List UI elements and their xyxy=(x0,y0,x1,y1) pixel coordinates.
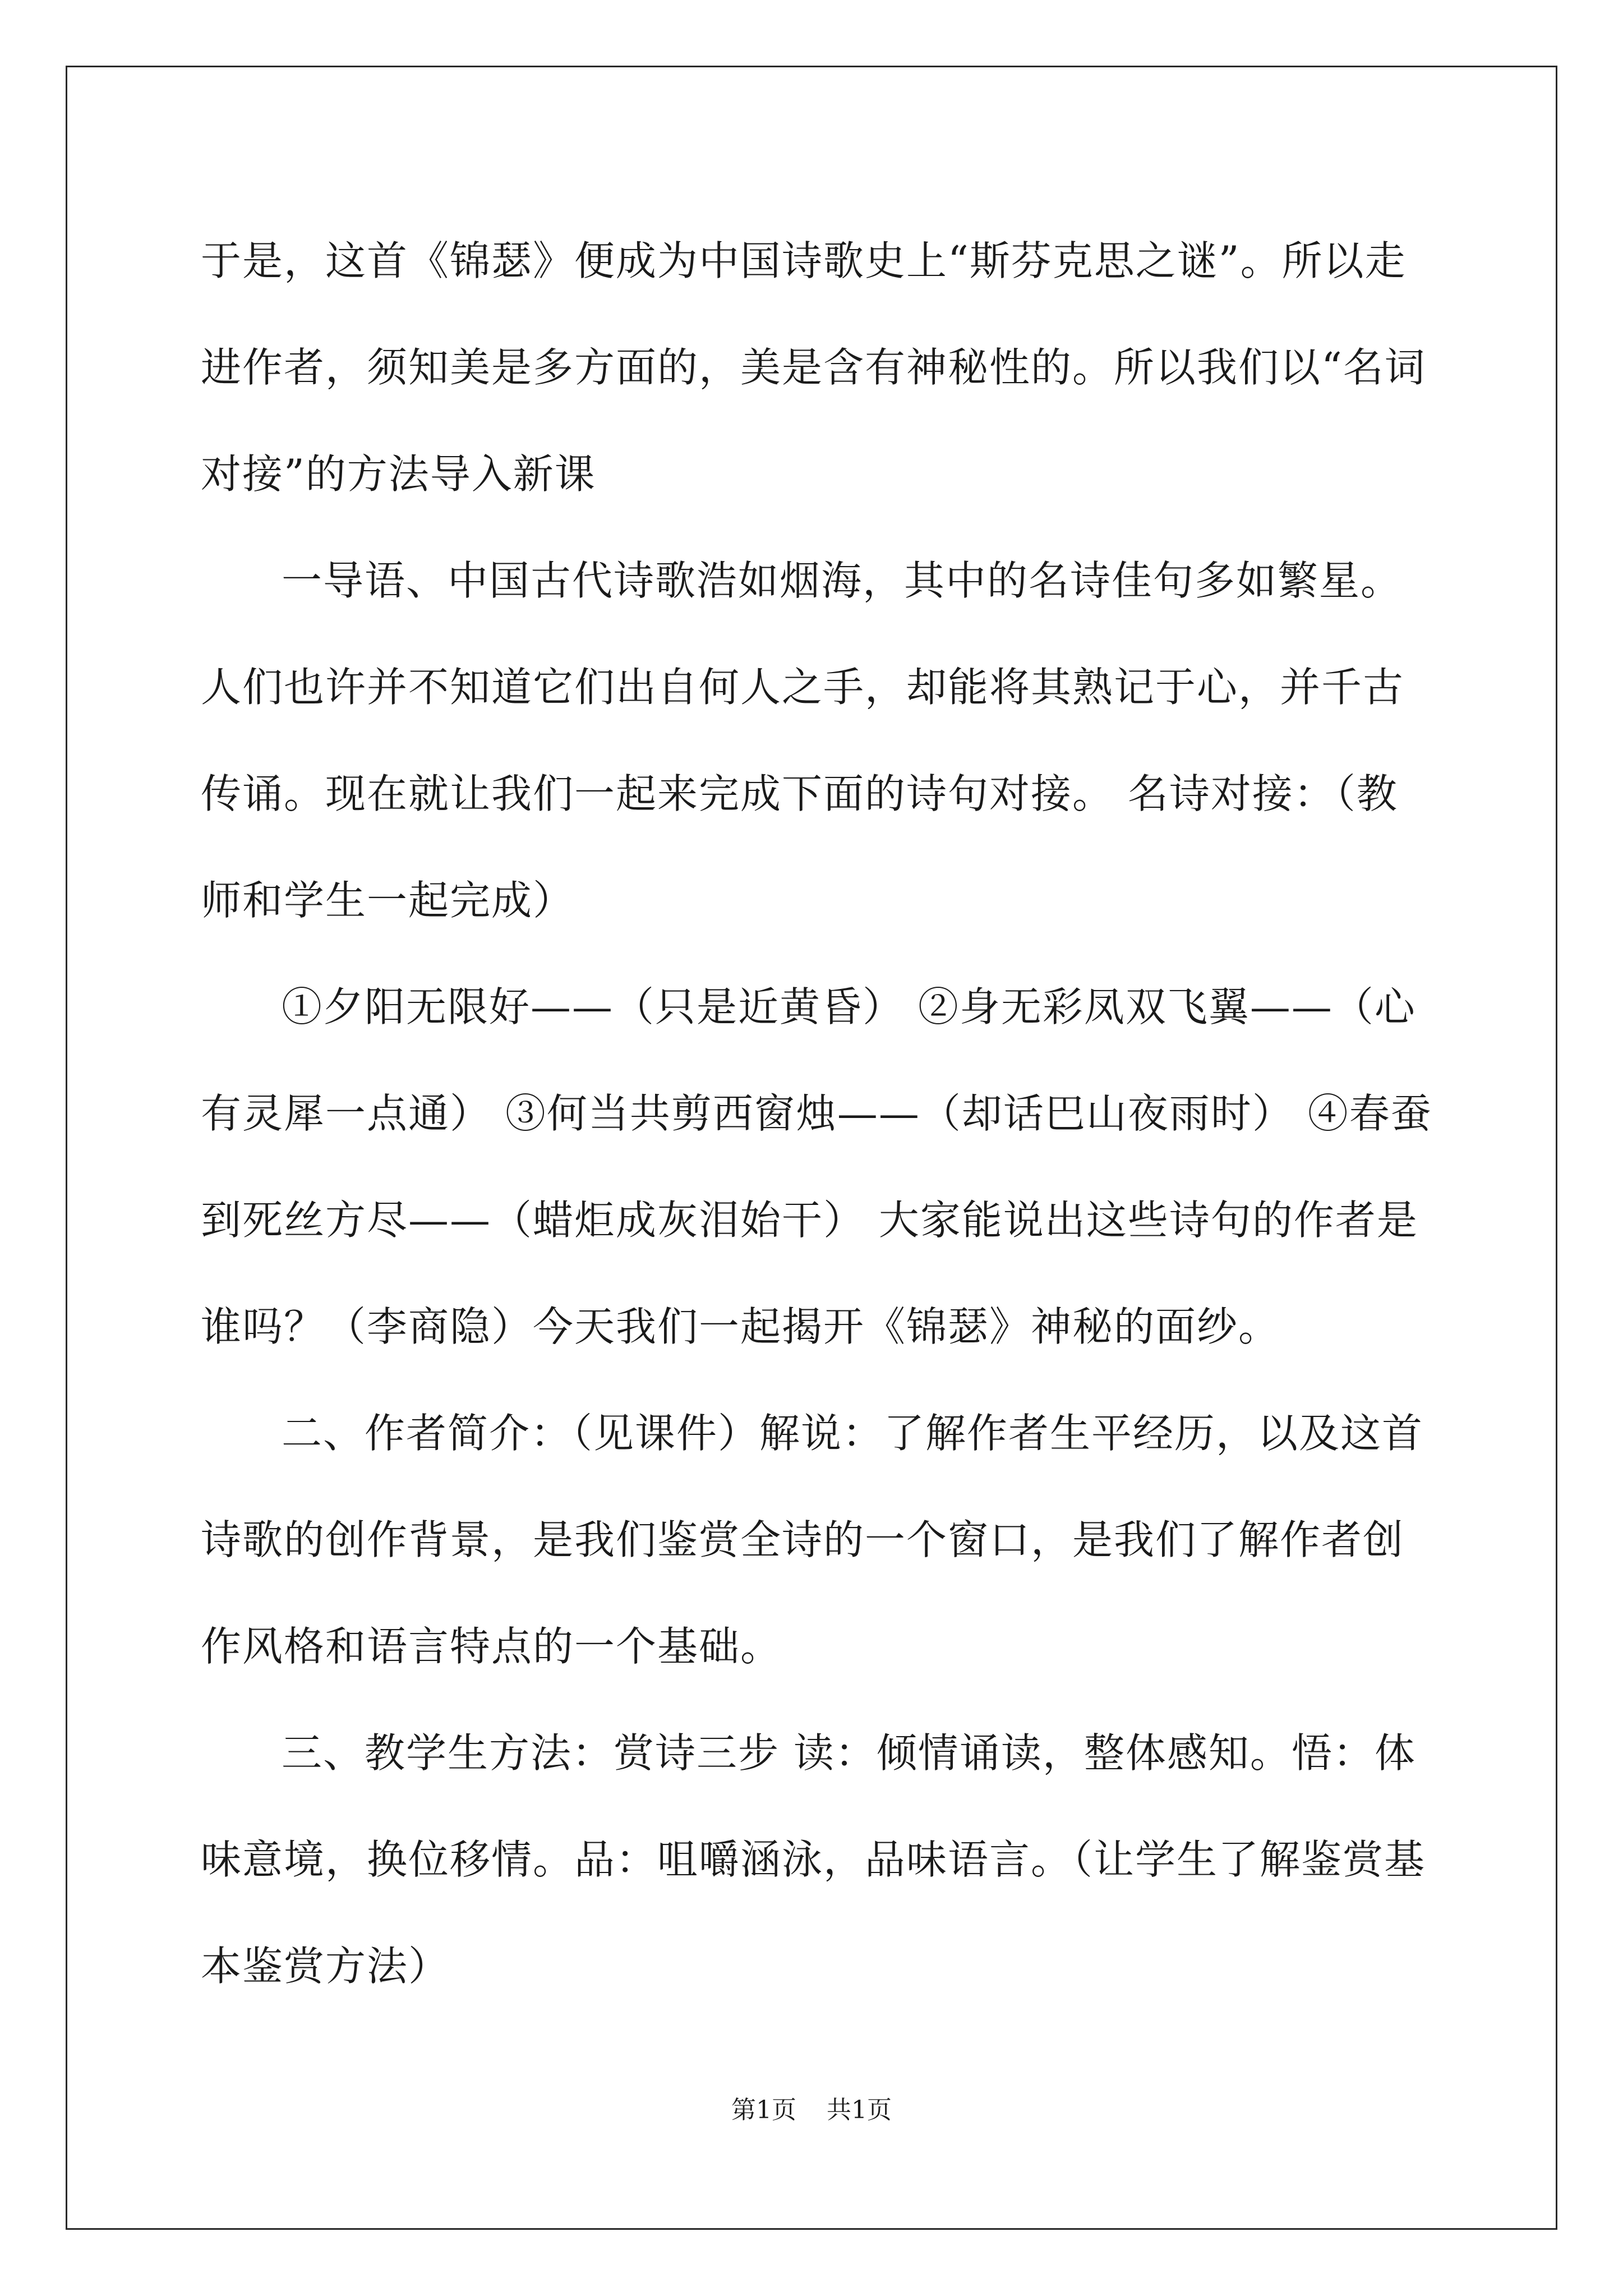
paragraph-method: 三、教学生方法：赏诗三步 读：倾情诵读，整体感知。悟：体味意境，换位移情。品：咀嚼涵泳，品味语言。（让学生了解鉴赏基本鉴赏方法） xyxy=(201,1729,1426,1990)
paragraph-poem-matching: ①夕阳无限好——（只是近黄昏） ②身无彩凤双飞翼——（心有灵犀一点通） ③何当共剪西窗烛——（却话巴山夜雨时） ④春蚕到死丝方尽——（蜡炬成灰泪始干） 大家能说出这些诗句的作者是谁吗？（李商隐）今天我们一起揭开《锦瑟》神秘的面纱。 xyxy=(201,983,1432,1350)
paragraph-author-intro: 二、作者简介：（见课件）解说：了解作者生平经历，以及这首诗歌的创作背景，是我们鉴赏全诗的一个窗口，是我们了解作者创作风格和语言特点的一个基础。 xyxy=(201,1410,1424,1670)
page-footer xyxy=(0,2090,1623,2125)
page-total: 共1页 xyxy=(827,2096,892,2124)
paragraph-intro: 于是，这首《锦瑟》便成为中国诗歌史上“斯芬克思之谜”。所以走进作者，须知美是多方面的，美是含有神秘性的。所以我们以“名词对接”的方法导入新课 xyxy=(201,237,1426,498)
document-body xyxy=(201,208,1435,2019)
paragraph-lead-in: 一导语、中国古代诗歌浩如烟海，其中的名诗佳句多如繁星。人们也许并不知道它们出自何人之手，却能将其熟记于心，并千古传诵。现在就让我们一起来完成下面的诗句对接。 名诗对接：（教师和学生一起完成） xyxy=(201,557,1405,924)
page-number: 第1页 xyxy=(731,2096,796,2124)
